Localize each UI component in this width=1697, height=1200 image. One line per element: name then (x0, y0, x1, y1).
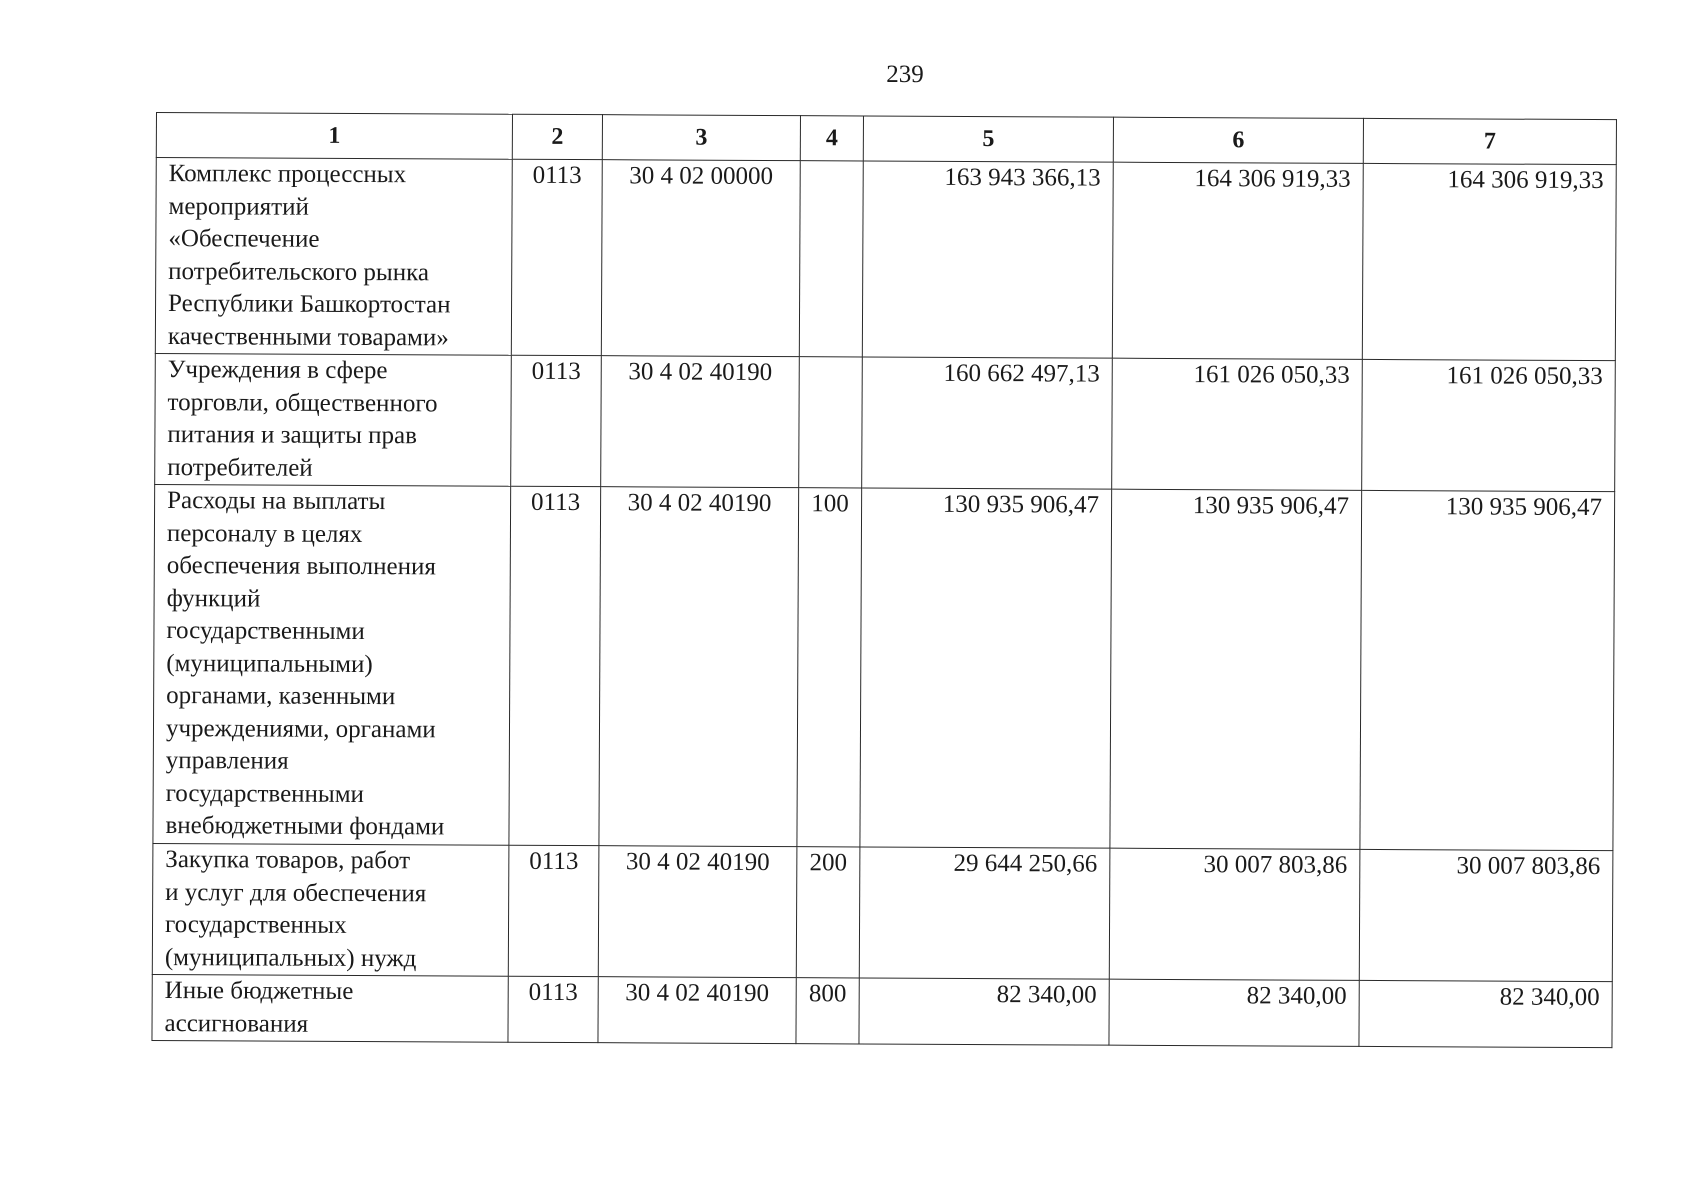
row-type (799, 161, 863, 357)
row-name: Расходы на выплаты персоналу в целях обеспечения выполнения функций государственными (муниципальными) органами, казенными учреждениями, органами управления государственными внебюджетными фондами (153, 484, 511, 845)
header-col-3: 3 (602, 115, 800, 161)
row-type (799, 357, 863, 488)
table-row (152, 843, 1613, 981)
row-target: 30 4 02 00000 (601, 160, 800, 357)
header-col-2: 2 (512, 114, 602, 159)
row-amount-year-1: 163 943 366,13 (862, 161, 1113, 358)
row-name: Закупка товаров, работ и услуг для обеспечения государственных (муниципальных) нужд (152, 843, 509, 976)
row-name: Иные бюджетные ассигнования (152, 974, 508, 1042)
page-number: 239 (886, 61, 924, 88)
table-row (152, 974, 1612, 1047)
header-col-4: 4 (800, 116, 863, 161)
row-amount-year-3: 161 026 050,33 (1362, 359, 1616, 491)
row-amount-year-3: 130 935 906,47 (1360, 490, 1615, 850)
row-target: 30 4 02 40190 (599, 487, 799, 847)
row-amount-year-2: 164 306 919,33 (1112, 162, 1363, 359)
row-type: 800 (796, 978, 859, 1044)
budget-table-container (151, 112, 1616, 1048)
row-section: 0113 (508, 845, 599, 976)
header-col-5: 5 (863, 116, 1113, 162)
row-amount-year-2: 161 026 050,33 (1112, 358, 1363, 490)
row-section: 0113 (509, 486, 601, 845)
row-section: 0113 (508, 976, 598, 1042)
row-amount-year-2: 82 340,00 (1109, 979, 1359, 1046)
row-amount-year-1: 160 662 497,13 (862, 357, 1113, 489)
row-amount-year-1: 130 935 906,47 (860, 488, 1112, 848)
header-col-7: 7 (1363, 118, 1616, 164)
row-amount-year-3: 164 306 919,33 (1362, 163, 1616, 360)
row-name: Комплекс процессных мероприятий «Обеспечение потребительского рынка Республики Башкортостан качественными товарами» (155, 158, 512, 356)
row-name: Учреждения в сфере торговли, общественного питания и защиты прав потребителей (155, 353, 512, 486)
row-type: 100 (797, 488, 862, 847)
row-amount-year-2: 30 007 803,86 (1109, 848, 1360, 980)
row-amount-year-1: 82 340,00 (859, 978, 1109, 1045)
header-col-6: 6 (1113, 117, 1363, 163)
row-target: 30 4 02 40190 (601, 356, 800, 488)
table-row (153, 484, 1615, 850)
row-target: 30 4 02 40190 (598, 846, 797, 978)
row-amount-year-2: 130 935 906,47 (1110, 489, 1362, 849)
row-amount-year-3: 30 007 803,86 (1359, 849, 1613, 981)
budget-table (151, 112, 1617, 1048)
table-row (155, 353, 1616, 491)
row-section: 0113 (511, 355, 602, 486)
row-amount-year-1: 29 644 250,66 (859, 847, 1110, 979)
header-col-1: 1 (156, 113, 512, 160)
row-type: 200 (796, 847, 860, 978)
row-target: 30 4 02 40190 (598, 977, 796, 1044)
row-amount-year-3: 82 340,00 (1359, 980, 1612, 1047)
table-row (155, 158, 1616, 361)
table-header-row (156, 113, 1616, 165)
row-section: 0113 (511, 159, 602, 355)
